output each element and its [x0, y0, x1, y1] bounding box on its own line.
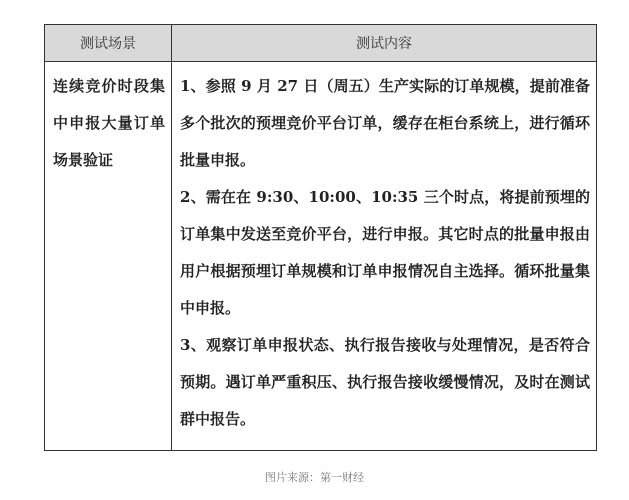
- header-test-content: 测试内容: [172, 25, 597, 62]
- scene-cell: [45, 62, 172, 451]
- image-source-caption: 图片来源：第一财经: [265, 471, 364, 484]
- table-header-row: [45, 25, 597, 62]
- header-test-scene: 测试场景: [45, 25, 172, 62]
- content-cell: [172, 62, 597, 451]
- scene-text: 连续竞价时段集中申报大量订单场景验证: [53, 77, 165, 169]
- test-plan-table: [44, 24, 597, 451]
- content-item-2: 2、需在在 9:30、10:00、10:35 三个时点，将提前预埋的订单集中发送至竞价平台，进行申报。其它时点的批量申报由用户根据预埋订单规模和订单申报情况自主选择。循环批量集中申报。: [180, 188, 590, 317]
- table-row: [45, 62, 597, 451]
- content-item-1: 1、参照 9 月 27 日（周五）生产实际的订单规模，提前准备多个批次的预埋竞价平台订单，缓存在柜台系统上，进行循环批量申报。: [180, 77, 590, 169]
- content-item-3: 3、观察订单申报状态、执行报告接收与处理情况，是否符合预期。遇订单严重积压、执行报告接收缓慢情况，及时在测试群中报告。: [180, 336, 590, 428]
